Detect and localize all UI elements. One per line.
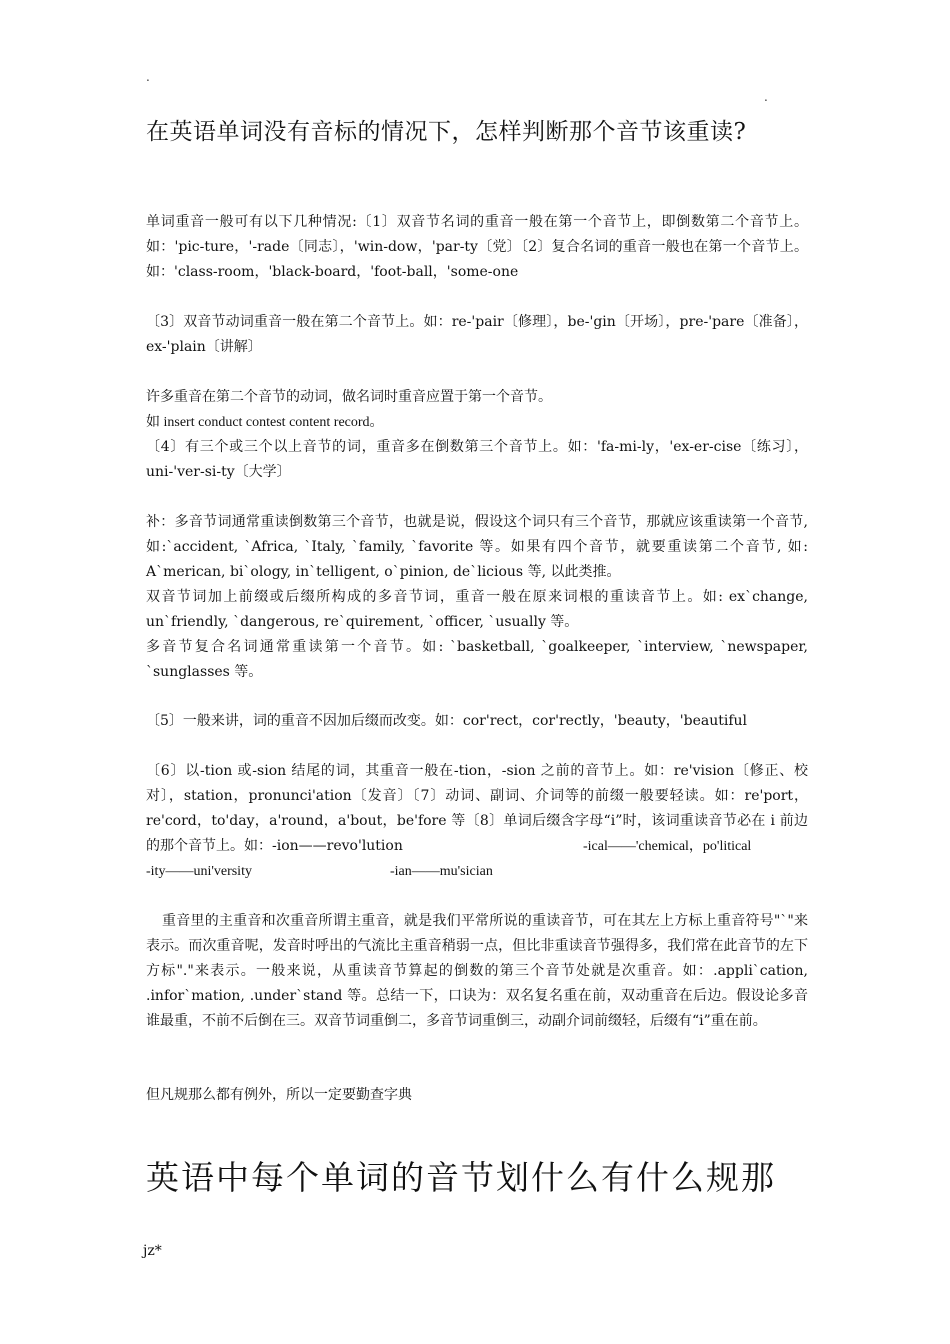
paragraph-stress-rule-5: 〔5〕一般来讲，词的重音不因加后缀而改变。如：cor'rect，cor'rectly，'beauty，'beautiful [146,713,748,729]
paragraph-stress-rule-3: 〔3〕双音节动词重音一般在第二个音节上。如：re-'pair〔修理〕，be-'gin〔开场〕，pre-'pare〔准备〕，ex-'plain〔讲解〕 [146,314,808,355]
paragraph-stress-rules-1-2: 单词重音一般可有以下几种情况:〔1〕双音节名词的重音一般在第一个音节上，即倒数第二个音节上。如：'pic-ture，'-rade〔同志〕，'win-dow，'par-ty〔党〕〔2〕复合名词的重音一般也在第一个音节上。如：'class-room，'black-board，'foot-ball，'some-one [146,214,808,280]
header-dot-left: . [146,70,150,84]
header-dot-right: . [764,90,768,104]
paragraph-stress-rules-6-8: 〔6〕以-tion 或-sion 结尾的词，其重音一般在-tion，-sion 之前的音节上。如：re'vision〔修正、校对〕，station，pronunci'ation〔发音〕〔7〕动词、副词、介词等的前缀一般要轻读。如：re'port，re'cord，to'day，a'round，a'bout，be'fore 等〔8〕单词后缀含字母“i”时，该词重读音节必在 i 前边的那个音节上。如：-ion——revo'lution [146,763,808,854]
paragraph-supplement-1: 补：多音节词通常重读倒数第三个音节，也就是说，假设这个词只有三个音节，那就应该重读第一个音节,如:`accident, `Africa, `Italy, `family, `favorite 等。如果有四个音节，就要重读第二个音节, 如: A`merican, bi`ology, in`telligent, o`pinion, de`licious 等, 以此类推。 [146,514,808,580]
paragraph-verb-noun-line1: 许多重音在第二个音节的动词，做名词时重音应置于第一个音节。 [146,389,552,405]
paragraph-supplement-3: 多音节复合名词通常重读第一个音节。如: `basketball, `goalkeeper, `interview, `newspaper, `sunglasses 等。 [146,639,808,680]
paragraph-stress-rule-4: 〔4〕有三个或三个以上音节的词，重音多在倒数第三个音节上。如：'fa-mi-ly，'ex-er-cise〔练习〕，uni-'ver-si-ty〔大学〕 [146,439,808,480]
page-title: 在英语单词没有音标的情况下，怎样判断那个音节该重读? [146,119,747,145]
suffix-ian-example: -ian——mu'sician [390,864,493,879]
paragraph-exceptions-note: 但凡规那么都有例外，所以一定要勤查字典 [146,1087,412,1103]
paragraph-supplement-2: 双音节词加上前缀或后缀所构成的多音节词，重音一般在原来词根的重读音节上。如: ex`change, un`friendly, `dangerous, re`quirement, `officer, `usually 等。 [146,589,808,630]
section-heading-syllables: 英语中每个单词的音节划什么有什么规那 [146,1158,776,1197]
page-footer-label: jz* [143,1243,162,1259]
suffix-ical-example: -ical——'chemical，po'litical [583,839,752,854]
paragraph-primary-secondary-stress: 重音里的主重音和次重音所谓主重音，就是我们平常所说的重读音节，可在其左上方标上重音符号"`"来表示。而次重音呢，发音时呼出的气流比主重音稍弱一点，但比非重读音节强得多，我们常在此音节的左下方标"."来表示。一般来说，从重读音节算起的倒数的第三个音节处就是次重音。如：.appli`cation, .infor`mation, .under`stand 等。总结一下，口诀为：双名复名重在前，双动重音在后边。假设论多音谁最重，不前不后倒在三。双音节词重倒二，多音节词重倒三，动副介词前缀轻，后缀有“i”重在前。 [146,913,808,1029]
paragraph-verb-noun-line2: 如 insert conduct contest content record。 [146,415,384,430]
suffix-ity-example: -ity——uni'versity [146,864,252,879]
